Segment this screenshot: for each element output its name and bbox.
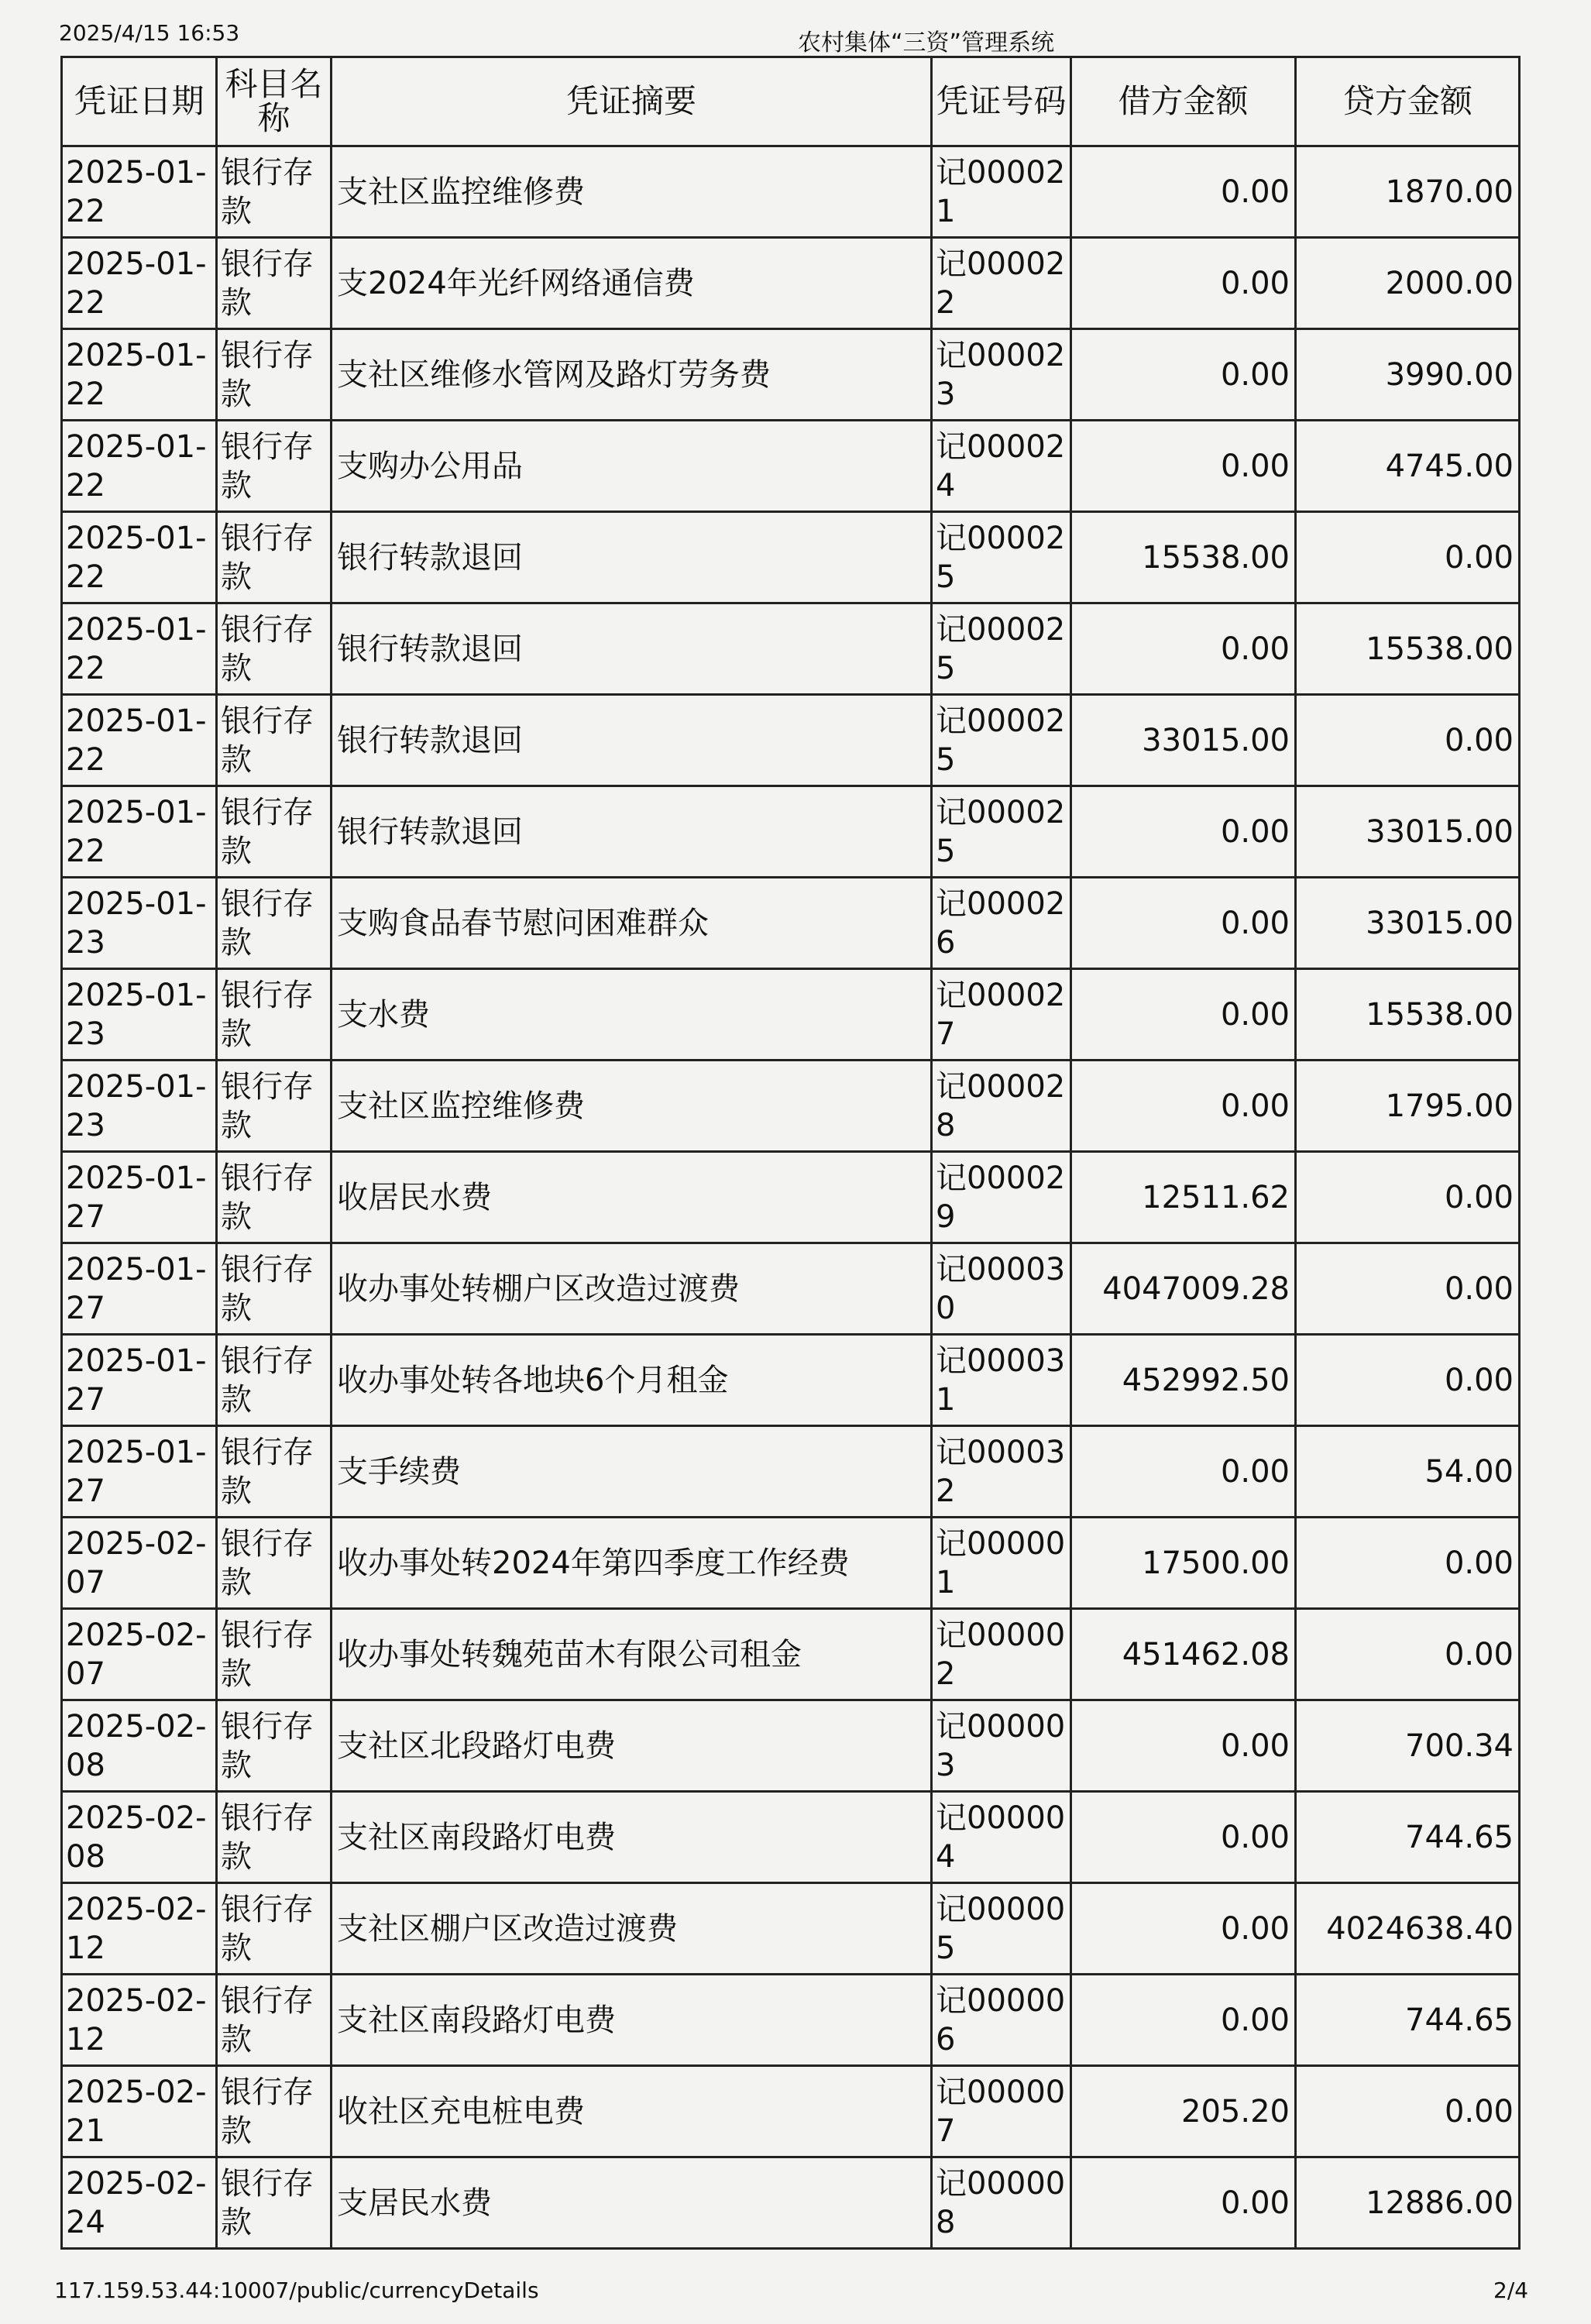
voucher-date-cell: 2025-02-08 bbox=[62, 1792, 217, 1883]
summary-cell: 银行转款退回 bbox=[332, 512, 932, 603]
voucher-no-cell: 记000022 bbox=[932, 238, 1071, 329]
voucher-no-cell: 记000005 bbox=[932, 1883, 1071, 1975]
credit-amount-cell: 4745.00 bbox=[1296, 421, 1520, 512]
summary-cell: 支手续费 bbox=[332, 1426, 932, 1518]
subject-cell: 银行存款 bbox=[217, 421, 332, 512]
table-row bbox=[62, 969, 1520, 1061]
credit-amount-cell: 3990.00 bbox=[1296, 329, 1520, 421]
voucher-no-cell: 记000006 bbox=[932, 1975, 1071, 2066]
credit-amount-cell: 1870.00 bbox=[1296, 146, 1520, 238]
subject-cell: 银行存款 bbox=[217, 1975, 332, 2066]
summary-cell: 银行转款退回 bbox=[332, 786, 932, 878]
debit-amount-cell: 0.00 bbox=[1071, 1061, 1296, 1152]
table-row bbox=[62, 786, 1520, 878]
debit-amount-cell: 0.00 bbox=[1071, 421, 1296, 512]
table-row bbox=[62, 1152, 1520, 1243]
subject-cell: 银行存款 bbox=[217, 1700, 332, 1792]
page-url: 117.159.53.44:10007/public/currencyDetails bbox=[54, 2278, 539, 2303]
subject-cell: 银行存款 bbox=[217, 146, 332, 238]
table-header-row bbox=[62, 57, 1520, 146]
summary-cell: 收办事处转2024年第四季度工作经费 bbox=[332, 1518, 932, 1609]
column-header-summary: 凭证摘要 bbox=[332, 57, 932, 146]
table-row bbox=[62, 1518, 1520, 1609]
voucher-date-cell: 2025-01-22 bbox=[62, 603, 217, 695]
print-timestamp: 2025/4/15 16:53 bbox=[59, 20, 240, 46]
voucher-date-cell: 2025-02-08 bbox=[62, 1700, 217, 1792]
table-row bbox=[62, 1609, 1520, 1700]
subject-cell: 银行存款 bbox=[217, 1335, 332, 1426]
voucher-date-cell: 2025-01-27 bbox=[62, 1426, 217, 1518]
summary-cell: 支水费 bbox=[332, 969, 932, 1061]
voucher-no-cell: 记000002 bbox=[932, 1609, 1071, 1700]
voucher-no-cell: 记000025 bbox=[932, 512, 1071, 603]
debit-amount-cell: 17500.00 bbox=[1071, 1518, 1296, 1609]
credit-amount-cell: 700.34 bbox=[1296, 1700, 1520, 1792]
subject-cell: 银行存款 bbox=[217, 969, 332, 1061]
summary-cell: 支社区监控维修费 bbox=[332, 1061, 932, 1152]
summary-cell: 支居民水费 bbox=[332, 2157, 932, 2249]
voucher-date-cell: 2025-02-12 bbox=[62, 1975, 217, 2066]
subject-cell: 银行存款 bbox=[217, 1426, 332, 1518]
voucher-date-cell: 2025-01-27 bbox=[62, 1243, 217, 1335]
table-row bbox=[62, 1335, 1520, 1426]
column-header-voucher-no: 凭证号码 bbox=[932, 57, 1071, 146]
debit-amount-cell: 33015.00 bbox=[1071, 695, 1296, 786]
table-row bbox=[62, 1243, 1520, 1335]
debit-amount-cell: 0.00 bbox=[1071, 1975, 1296, 2066]
debit-amount-cell: 12511.62 bbox=[1071, 1152, 1296, 1243]
voucher-date-cell: 2025-01-22 bbox=[62, 146, 217, 238]
subject-cell: 银行存款 bbox=[217, 2157, 332, 2249]
credit-amount-cell: 2000.00 bbox=[1296, 238, 1520, 329]
summary-cell: 收办事处转各地块6个月租金 bbox=[332, 1335, 932, 1426]
page-number: 2/4 bbox=[1493, 2278, 1529, 2303]
subject-cell: 银行存款 bbox=[217, 1152, 332, 1243]
table-row bbox=[62, 421, 1520, 512]
credit-amount-cell: 0.00 bbox=[1296, 1609, 1520, 1700]
table-row bbox=[62, 329, 1520, 421]
debit-amount-cell: 0.00 bbox=[1071, 1700, 1296, 1792]
voucher-date-cell: 2025-02-21 bbox=[62, 2066, 217, 2157]
table-row bbox=[62, 1700, 1520, 1792]
voucher-date-cell: 2025-02-24 bbox=[62, 2157, 217, 2249]
subject-cell: 银行存款 bbox=[217, 512, 332, 603]
summary-cell: 银行转款退回 bbox=[332, 603, 932, 695]
summary-cell: 支社区南段路灯电费 bbox=[332, 1792, 932, 1883]
voucher-date-cell: 2025-01-27 bbox=[62, 1152, 217, 1243]
debit-amount-cell: 0.00 bbox=[1071, 238, 1296, 329]
column-header-date: 凭证日期 bbox=[62, 57, 217, 146]
credit-amount-cell: 33015.00 bbox=[1296, 878, 1520, 969]
voucher-date-cell: 2025-01-22 bbox=[62, 786, 217, 878]
column-header-credit: 贷方金额 bbox=[1296, 57, 1520, 146]
voucher-no-cell: 记000025 bbox=[932, 786, 1071, 878]
voucher-date-cell: 2025-01-23 bbox=[62, 878, 217, 969]
debit-amount-cell: 0.00 bbox=[1071, 146, 1296, 238]
credit-amount-cell: 15538.00 bbox=[1296, 969, 1520, 1061]
column-header-subject: 科目名称 bbox=[217, 57, 332, 146]
credit-amount-cell: 12886.00 bbox=[1296, 2157, 1520, 2249]
voucher-date-cell: 2025-02-07 bbox=[62, 1518, 217, 1609]
summary-cell: 支社区棚户区改造过渡费 bbox=[332, 1883, 932, 1975]
summary-cell: 支社区南段路灯电费 bbox=[332, 1975, 932, 2066]
voucher-no-cell: 记000028 bbox=[932, 1061, 1071, 1152]
voucher-ledger-table bbox=[60, 56, 1521, 2250]
voucher-no-cell: 记000025 bbox=[932, 695, 1071, 786]
voucher-no-cell: 记000003 bbox=[932, 1700, 1071, 1792]
voucher-no-cell: 记000001 bbox=[932, 1518, 1071, 1609]
debit-amount-cell: 0.00 bbox=[1071, 969, 1296, 1061]
voucher-no-cell: 记000032 bbox=[932, 1426, 1071, 1518]
debit-amount-cell: 0.00 bbox=[1071, 329, 1296, 421]
subject-cell: 银行存款 bbox=[217, 1518, 332, 1609]
subject-cell: 银行存款 bbox=[217, 695, 332, 786]
voucher-date-cell: 2025-01-22 bbox=[62, 329, 217, 421]
voucher-date-cell: 2025-01-27 bbox=[62, 1335, 217, 1426]
credit-amount-cell: 0.00 bbox=[1296, 2066, 1520, 2157]
debit-amount-cell: 4047009.28 bbox=[1071, 1243, 1296, 1335]
summary-cell: 支2024年光纤网络通信费 bbox=[332, 238, 932, 329]
debit-amount-cell: 452992.50 bbox=[1071, 1335, 1296, 1426]
voucher-date-cell: 2025-02-12 bbox=[62, 1883, 217, 1975]
voucher-no-cell: 记000008 bbox=[932, 2157, 1071, 2249]
credit-amount-cell: 0.00 bbox=[1296, 1335, 1520, 1426]
table-row bbox=[62, 603, 1520, 695]
voucher-no-cell: 记000029 bbox=[932, 1152, 1071, 1243]
voucher-date-cell: 2025-01-23 bbox=[62, 1061, 217, 1152]
subject-cell: 银行存款 bbox=[217, 329, 332, 421]
voucher-no-cell: 记000024 bbox=[932, 421, 1071, 512]
voucher-date-cell: 2025-01-22 bbox=[62, 238, 217, 329]
summary-cell: 支社区监控维修费 bbox=[332, 146, 932, 238]
credit-amount-cell: 54.00 bbox=[1296, 1426, 1520, 1518]
credit-amount-cell: 15538.00 bbox=[1296, 603, 1520, 695]
subject-cell: 银行存款 bbox=[217, 2066, 332, 2157]
voucher-no-cell: 记000007 bbox=[932, 2066, 1071, 2157]
subject-cell: 银行存款 bbox=[217, 878, 332, 969]
voucher-no-cell: 记000021 bbox=[932, 146, 1071, 238]
debit-amount-cell: 15538.00 bbox=[1071, 512, 1296, 603]
credit-amount-cell: 1795.00 bbox=[1296, 1061, 1520, 1152]
credit-amount-cell: 0.00 bbox=[1296, 695, 1520, 786]
debit-amount-cell: 0.00 bbox=[1071, 1883, 1296, 1975]
credit-amount-cell: 744.65 bbox=[1296, 1792, 1520, 1883]
subject-cell: 银行存款 bbox=[217, 1883, 332, 1975]
system-title: 农村集体“三资”管理系统 bbox=[798, 29, 1055, 57]
subject-cell: 银行存款 bbox=[217, 1609, 332, 1700]
subject-cell: 银行存款 bbox=[217, 1243, 332, 1335]
table-row bbox=[62, 1792, 1520, 1883]
table-row bbox=[62, 1975, 1520, 2066]
debit-amount-cell: 0.00 bbox=[1071, 1426, 1296, 1518]
summary-cell: 收办事处转棚户区改造过渡费 bbox=[332, 1243, 932, 1335]
table-row bbox=[62, 1061, 1520, 1152]
summary-cell: 收社区充电桩电费 bbox=[332, 2066, 932, 2157]
summary-cell: 收居民水费 bbox=[332, 1152, 932, 1243]
debit-amount-cell: 0.00 bbox=[1071, 786, 1296, 878]
table-row bbox=[62, 1883, 1520, 1975]
credit-amount-cell: 33015.00 bbox=[1296, 786, 1520, 878]
debit-amount-cell: 0.00 bbox=[1071, 878, 1296, 969]
table-row bbox=[62, 2066, 1520, 2157]
subject-cell: 银行存款 bbox=[217, 1792, 332, 1883]
table-row bbox=[62, 512, 1520, 603]
summary-cell: 支社区维修水管网及路灯劳务费 bbox=[332, 329, 932, 421]
debit-amount-cell: 0.00 bbox=[1071, 1792, 1296, 1883]
debit-amount-cell: 205.20 bbox=[1071, 2066, 1296, 2157]
credit-amount-cell: 4024638.40 bbox=[1296, 1883, 1520, 1975]
subject-cell: 银行存款 bbox=[217, 603, 332, 695]
credit-amount-cell: 0.00 bbox=[1296, 1243, 1520, 1335]
voucher-date-cell: 2025-01-22 bbox=[62, 421, 217, 512]
debit-amount-cell: 0.00 bbox=[1071, 603, 1296, 695]
voucher-date-cell: 2025-02-07 bbox=[62, 1609, 217, 1700]
table-row bbox=[62, 238, 1520, 329]
table-row bbox=[62, 146, 1520, 238]
credit-amount-cell: 0.00 bbox=[1296, 512, 1520, 603]
debit-amount-cell: 0.00 bbox=[1071, 2157, 1296, 2249]
subject-cell: 银行存款 bbox=[217, 238, 332, 329]
ledger-body bbox=[62, 146, 1520, 2249]
debit-amount-cell: 451462.08 bbox=[1071, 1609, 1296, 1700]
table-row bbox=[62, 2157, 1520, 2249]
summary-cell: 支社区北段路灯电费 bbox=[332, 1700, 932, 1792]
credit-amount-cell: 0.00 bbox=[1296, 1518, 1520, 1609]
summary-cell: 支购食品春节慰问困难群众 bbox=[332, 878, 932, 969]
column-header-debit: 借方金额 bbox=[1071, 57, 1296, 146]
voucher-no-cell: 记000027 bbox=[932, 969, 1071, 1061]
voucher-date-cell: 2025-01-23 bbox=[62, 969, 217, 1061]
table-row bbox=[62, 1426, 1520, 1518]
summary-cell: 银行转款退回 bbox=[332, 695, 932, 786]
credit-amount-cell: 744.65 bbox=[1296, 1975, 1520, 2066]
subject-cell: 银行存款 bbox=[217, 786, 332, 878]
voucher-no-cell: 记000031 bbox=[932, 1335, 1071, 1426]
credit-amount-cell: 0.00 bbox=[1296, 1152, 1520, 1243]
subject-cell: 银行存款 bbox=[217, 1061, 332, 1152]
voucher-no-cell: 记000023 bbox=[932, 329, 1071, 421]
voucher-date-cell: 2025-01-22 bbox=[62, 695, 217, 786]
voucher-no-cell: 记000004 bbox=[932, 1792, 1071, 1883]
voucher-no-cell: 记000030 bbox=[932, 1243, 1071, 1335]
voucher-no-cell: 记000026 bbox=[932, 878, 1071, 969]
summary-cell: 收办事处转魏苑苗木有限公司租金 bbox=[332, 1609, 932, 1700]
summary-cell: 支购办公用品 bbox=[332, 421, 932, 512]
table-row bbox=[62, 878, 1520, 969]
voucher-date-cell: 2025-01-22 bbox=[62, 512, 217, 603]
voucher-no-cell: 记000025 bbox=[932, 603, 1071, 695]
table-row bbox=[62, 695, 1520, 786]
